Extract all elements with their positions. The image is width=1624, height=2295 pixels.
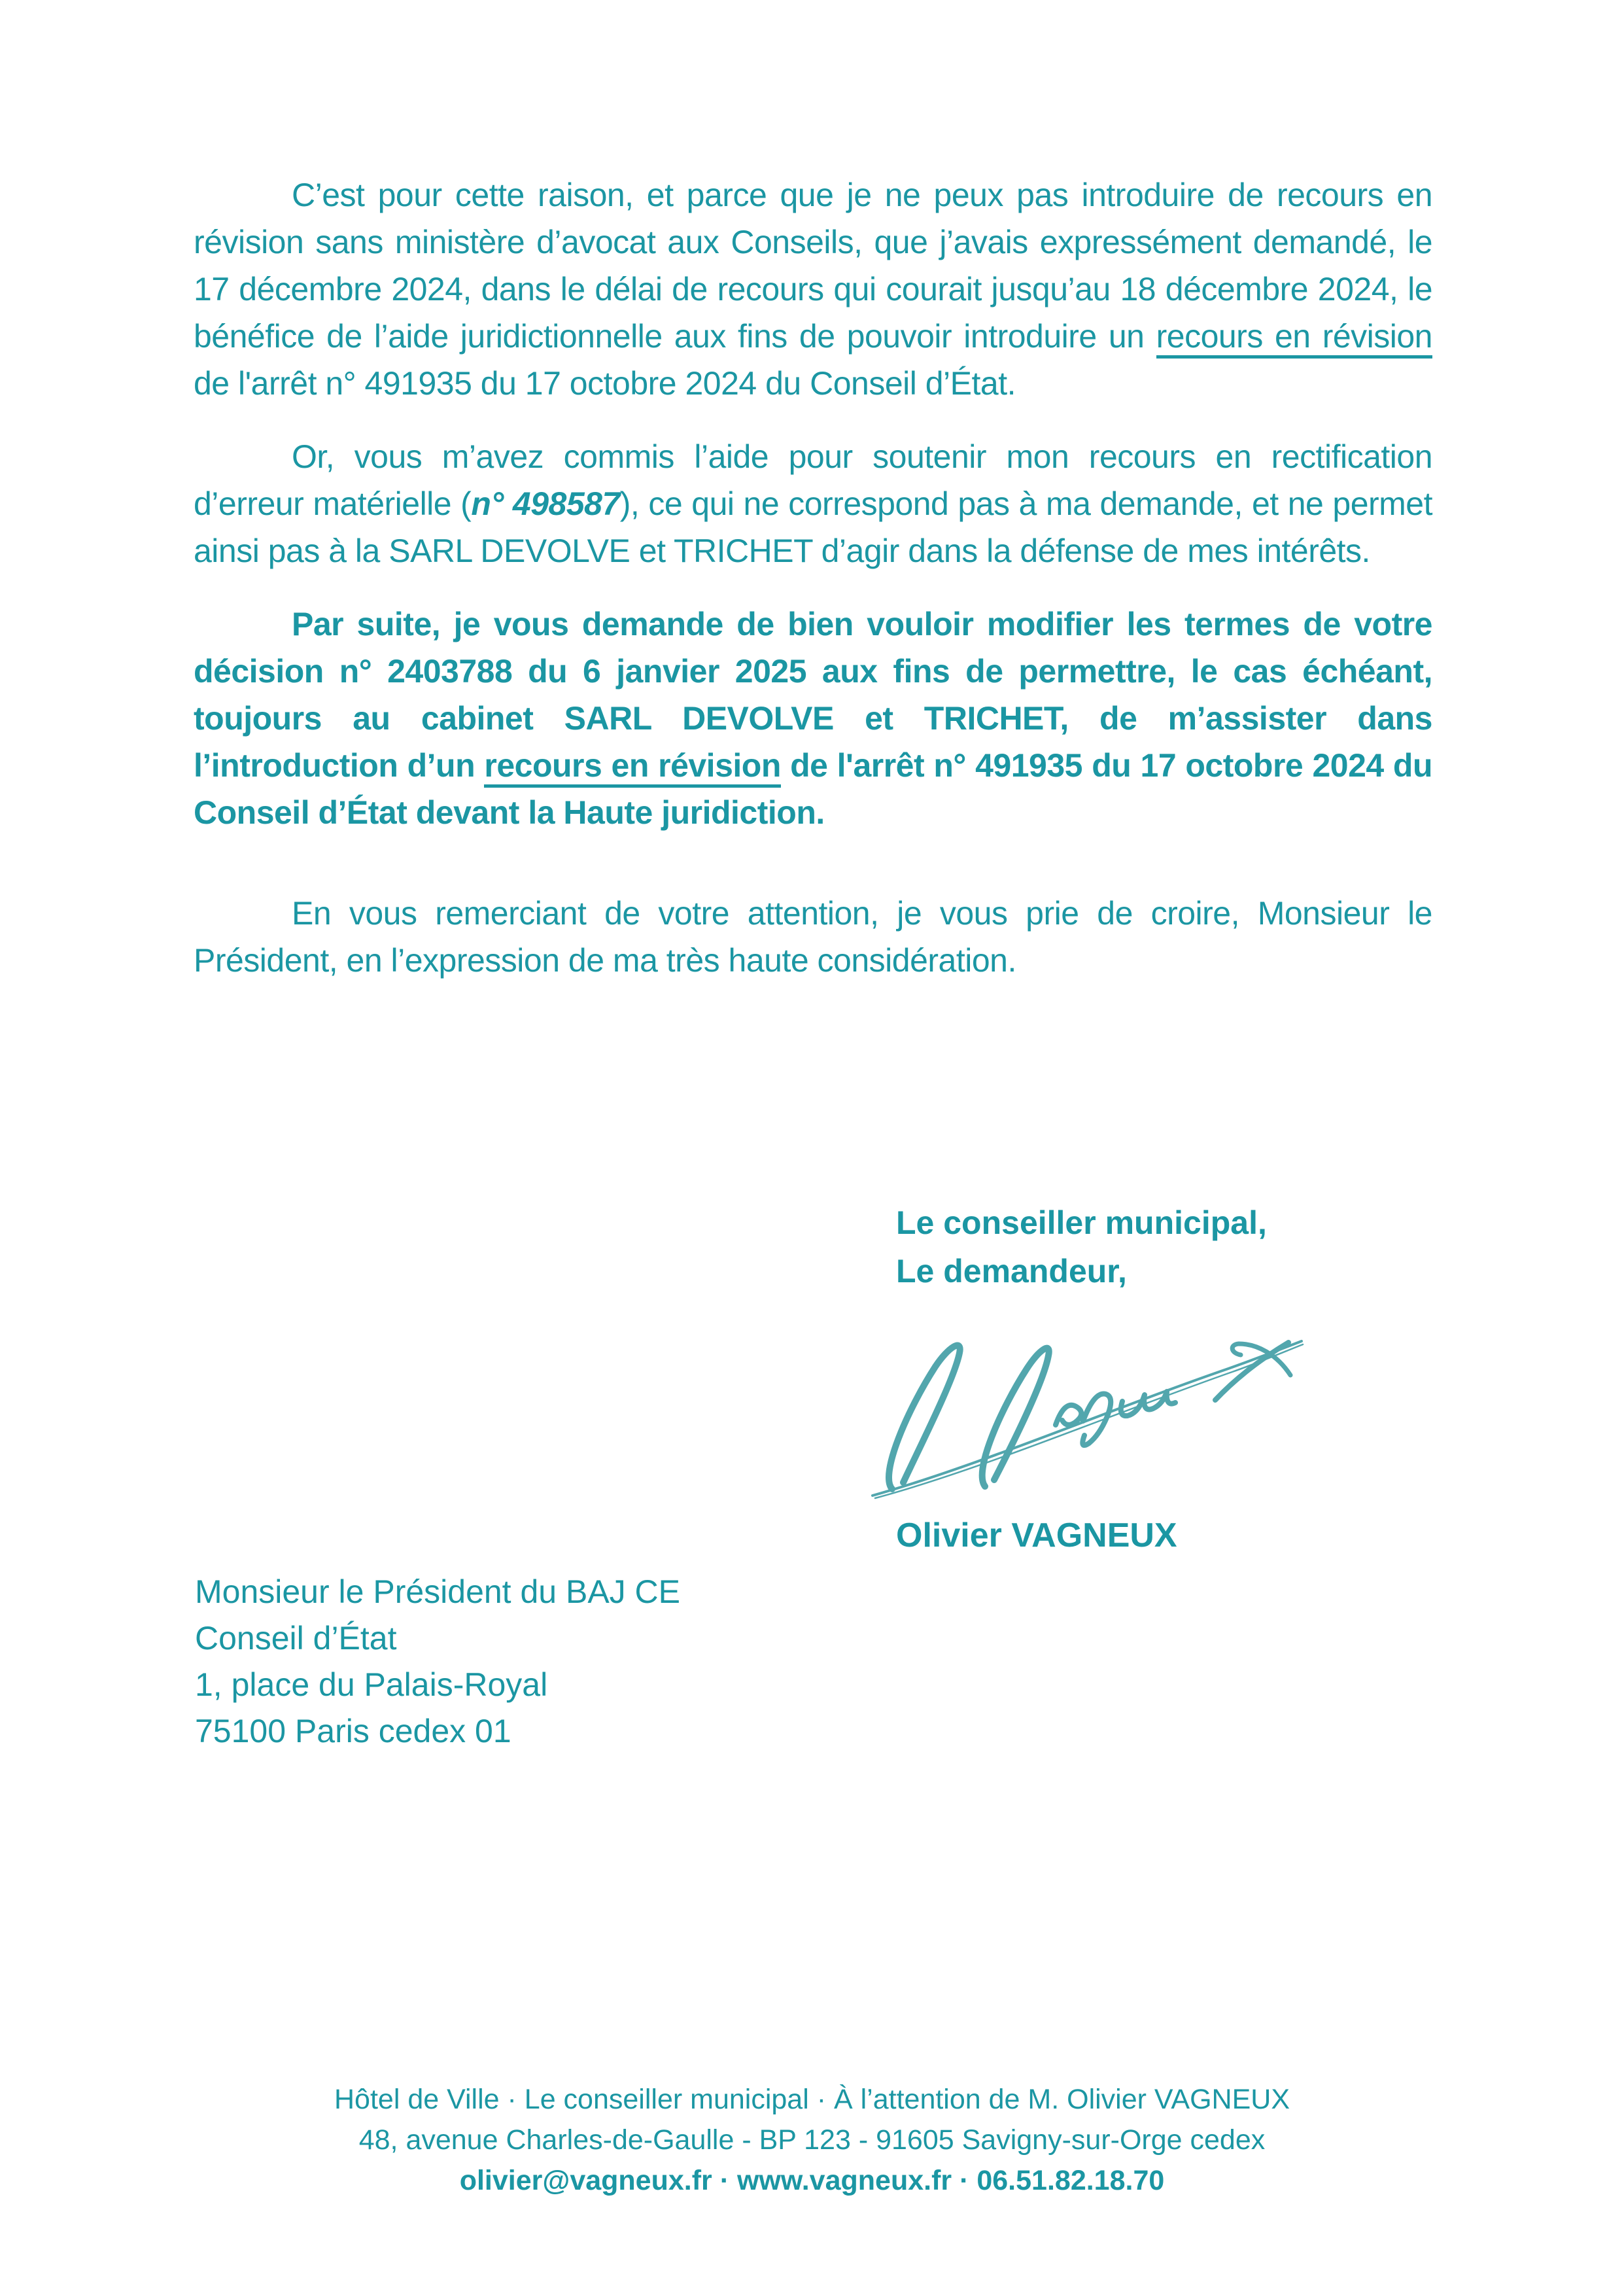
paragraph-1 (194, 171, 1432, 407)
recipient-line-1: Monsieur le Président du BAJ CE (195, 1573, 681, 1610)
paragraph-2-text-pre: Or, vous m’avez commis l’aide pour soutenir mon recours en rectification d’erreur matérielle ( (194, 438, 1432, 522)
paragraph-2-text-post: ), ce qui ne correspond pas à ma demande, et ne permet ainsi pas à la SARL DEVOLVE et TRICHET d’agir dans la défense de mes intérêts. (194, 485, 1433, 569)
paragraph-1-text-pre: C’est pour cette raison, et parce que je ne peux pas introduire de recours en révision sans ministère d’avocat aux Conseils, que j’avais expressément demandé, le 17 décembre 2024, dans le délai de recours qui courait jusqu’au 18 décembre 2024, le bénéfice de l’aide juridictionnelle aux fins de pouvoir introduire un (194, 177, 1432, 355)
paragraph-3-text-pre: Par suite, je vous demande de bien vouloir modifier les termes de votre décision n° 2403788 du 6 janvier 2025 aux fins de permettre, le cas échéant, toujours au cabinet SARL DEVOLVE et TRICHET, de m’assister dans l’introduction d’un (194, 606, 1432, 784)
closing-role-line-2: Le demandeur, (896, 1253, 1127, 1289)
underlined-phrase-recours-en-revision: recours en révision (1156, 318, 1432, 359)
recipient-line-3: 1, place du Palais-Royal (195, 1666, 548, 1703)
recipient-line-4: 75100 Paris cedex 01 (195, 1713, 511, 1749)
letter-body (194, 171, 1432, 1010)
case-number-emphasis: n° 498587 (471, 485, 620, 522)
paragraph-1-text-post: de l'arrêt n° 491935 du 17 octobre 2024 du Conseil d’État. (194, 365, 1016, 402)
recipient-address (195, 1569, 680, 1755)
signature-image (862, 1310, 1313, 1506)
page-footer (0, 2079, 1624, 2201)
footer-line-3: olivier@vagneux.fr · www.vagneux.fr · 06.51.82.18.70 (459, 2165, 1165, 2196)
paragraph-4 (194, 890, 1432, 984)
recipient-line-2: Conseil d’État (195, 1620, 397, 1656)
footer-line-2: 48, avenue Charles-de-Gaulle - BP 123 - 91605 Savigny-sur-Orge cedex (358, 2124, 1266, 2156)
paragraph-4-text: En vous remerciant de votre attention, je vous prie de croire, Monsieur le Président, en l’expression de ma très haute considération. (194, 895, 1432, 979)
signer-name: Olivier VAGNEUX (896, 1516, 1177, 1554)
paragraph-2 (194, 433, 1432, 574)
underlined-phrase-recours-en-revision-2: recours en révision (484, 747, 780, 788)
footer-line-1: Hôtel de Ville · Le conseiller municipal · À l’attention de M. Olivier VAGNEUX (334, 2084, 1290, 2115)
closing-block (896, 1199, 1406, 1560)
paragraph-3 (194, 601, 1432, 836)
paragraph-3-text-post: de l'arrêt n° 491935 du 17 octobre 2024 du Conseil d’État devant la Haute juridiction. (194, 747, 1432, 831)
closing-role-line-1: Le conseiller municipal, (896, 1204, 1267, 1241)
